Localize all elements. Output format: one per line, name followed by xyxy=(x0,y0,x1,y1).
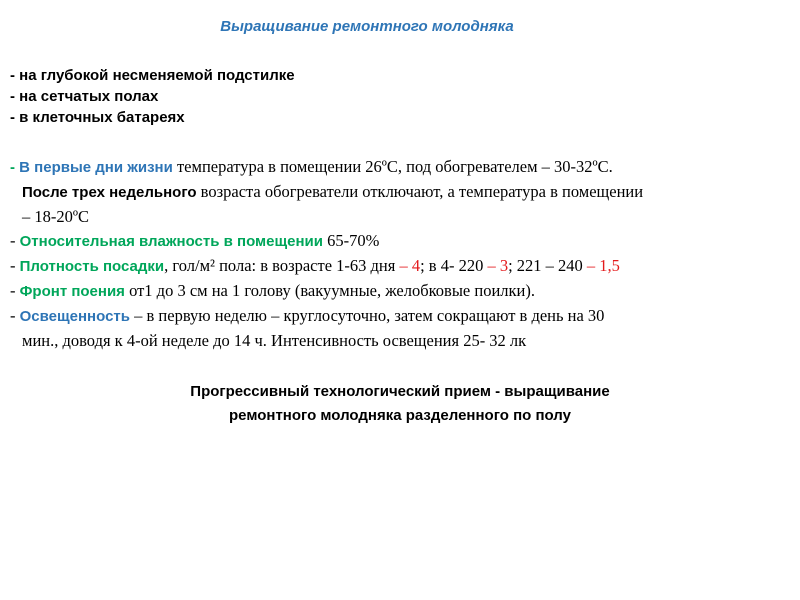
housing-method-item: - на глубокой несменяемой подстилке xyxy=(10,67,295,84)
note-line: ремонтного молодняка разделенного по полу xyxy=(229,407,571,424)
param-continuation xyxy=(10,180,772,205)
density-value: – 3 xyxy=(487,256,509,275)
param-text: от1 до 3 см на 1 голову (вакуумные, желобковые поилки). xyxy=(124,281,535,300)
param-density xyxy=(10,254,772,279)
rearing-parameters xyxy=(10,155,772,353)
param-text: ; 221 – 240 xyxy=(508,256,587,275)
param-text: мин., доводя к 4-ой неделе до 14 ч. Интенсивность освещения 25- 32 лк xyxy=(22,331,527,350)
note-line: Прогрессивный технологический прием - выращивание xyxy=(190,383,610,400)
param-text: , гол/м² пола: в возрасте 1-63 дня xyxy=(164,256,400,275)
param-label: Относительная влажность в помещении xyxy=(19,233,323,250)
density-value: – 1,5 xyxy=(586,256,620,275)
param-dash: - xyxy=(10,306,20,325)
param-continuation xyxy=(10,205,772,229)
param-continuation xyxy=(10,329,772,353)
param-text: возраста обогреватели отключают, а температура в помещении xyxy=(196,182,644,201)
param-text: температура в помещении 26ºС, под обогревателем – 30-32ºС. xyxy=(172,157,613,176)
param-label: Освещенность xyxy=(19,308,130,325)
page-title-text: Выращивание ремонтного молодняка xyxy=(220,18,514,35)
param-humidity xyxy=(10,229,772,254)
page-title xyxy=(0,18,800,35)
housing-methods-list xyxy=(10,65,295,128)
housing-method-item: - на сетчатых полах xyxy=(10,88,159,105)
param-label-secondary: После трех недельного xyxy=(22,184,197,201)
param-text: – 18-20ºС xyxy=(22,207,89,226)
param-text: – в первую неделю – круглосуточно, затем сокращают в день на 30 xyxy=(130,306,605,325)
param-label: Плотность посадки xyxy=(19,258,165,275)
param-value: 65-70% xyxy=(322,231,380,250)
param-dash: - xyxy=(10,231,20,250)
param-dash: - xyxy=(10,281,20,300)
param-drinking xyxy=(10,279,772,304)
param-text: ; в 4- 220 xyxy=(420,256,488,275)
progressive-method-note xyxy=(0,380,800,428)
param-dash: - xyxy=(10,256,20,275)
housing-method-item: - в клеточных батареях xyxy=(10,109,185,126)
param-label: В первые дни жизни xyxy=(19,159,173,176)
param-label: Фронт поения xyxy=(19,283,125,300)
density-value: – 4 xyxy=(399,256,421,275)
param-dash: - xyxy=(10,159,20,176)
param-temperature xyxy=(10,155,772,229)
param-lighting xyxy=(10,304,772,353)
